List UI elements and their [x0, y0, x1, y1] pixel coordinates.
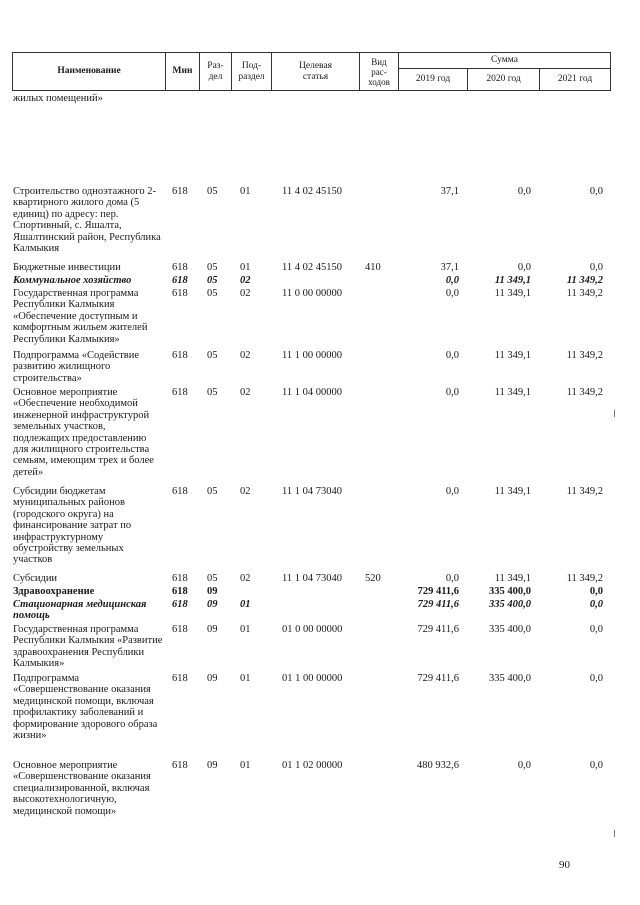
- cell-s20: 11 349,1: [494, 486, 531, 497]
- cell-cel: 11 1 04 00000: [282, 387, 342, 398]
- cell-min: 618: [172, 262, 188, 273]
- cell-s20: 335 400,0: [489, 586, 531, 597]
- cell-raz: 05: [207, 387, 218, 398]
- cell-min: 618: [172, 350, 188, 361]
- cell-s21: 11 349,2: [566, 387, 603, 398]
- cell-cel: 11 4 02 45150: [282, 262, 342, 273]
- cell-s19: 0,0: [445, 486, 459, 497]
- cell-s19: 729 411,6: [417, 599, 459, 610]
- cell-name: Строительство одноэтажного 2-квартирного жилого дома (5 единиц) по адресу: пер. Спортивный, с. Яшалта, Яшалтинский район, Республика Калмыкия: [13, 186, 161, 255]
- cell-vid: 410: [365, 262, 381, 273]
- cell-pod: 01: [240, 599, 251, 610]
- cell-s21: 0,0: [589, 760, 603, 771]
- header-2019: 2019 год: [399, 69, 468, 91]
- cell-min: 618: [172, 288, 188, 299]
- cell-min: 618: [172, 387, 188, 398]
- cell-s20: 0,0: [517, 186, 531, 197]
- cell-min: 618: [172, 486, 188, 497]
- cell-s19: 729 411,6: [417, 586, 459, 597]
- cell-s20: 0,0: [517, 262, 531, 273]
- cell-name: Коммунальное хозяйство: [13, 275, 132, 286]
- cell-pod: 02: [240, 573, 251, 584]
- cell-s21: 11 349,2: [566, 486, 603, 497]
- cell-s21: 11 349,2: [566, 573, 603, 584]
- cell-min: 618: [172, 673, 188, 684]
- cell-name: Подпрограмма «Содействие развитию жилищного строительства»: [13, 350, 140, 384]
- header-summa: Сумма: [399, 53, 611, 69]
- cell-s21: 11 349,2: [566, 350, 603, 361]
- cell-name: Государственная программа Республики Калмыкия «Обеспечение доступным и комфортным жильем жителей Республики Калмыкия»: [13, 288, 148, 345]
- cell-name: Бюджетные инвестиции: [13, 262, 121, 273]
- cell-name: Основное мероприятие «Обеспечение необходимой инженерной инфраструктурой земельных участков, подлежащих предоставлению для жилищного строительства семьям, имеющим трех и более детей»: [13, 387, 154, 478]
- cell-s19: 37,1: [440, 186, 459, 197]
- cell-pod: 01: [240, 624, 251, 635]
- cell-name: Здравоохранение: [13, 586, 95, 597]
- cell-s20: 11 349,1: [494, 573, 531, 584]
- cell-s19: 0,0: [445, 288, 459, 299]
- cell-s20: 335 400,0: [489, 673, 531, 684]
- header-razdel: Раз- дел: [200, 53, 232, 91]
- cell-min: 618: [172, 624, 188, 635]
- cell-raz: 05: [207, 350, 218, 361]
- cell-s21: 11 349,2: [566, 288, 603, 299]
- cell-s20: 11 349,1: [494, 387, 531, 398]
- cell-min: 618: [172, 573, 188, 584]
- cell-s21: 0,0: [589, 186, 603, 197]
- cell-s19: 0,0: [445, 350, 459, 361]
- cell-s20: 11 349,1: [494, 275, 531, 286]
- cell-pod: 02: [240, 288, 251, 299]
- cell-raz: 05: [207, 262, 218, 273]
- cell-min: 618: [172, 586, 188, 597]
- cell-cel: 01 0 00 00000: [282, 624, 343, 635]
- cell-raz: 09: [207, 586, 218, 597]
- cell-s19: 37,1: [440, 262, 459, 273]
- cell-s19: 0,0: [445, 573, 459, 584]
- cell-cel: 01 1 00 00000: [282, 673, 343, 684]
- cell-name: Субсидии: [13, 573, 58, 584]
- cell-raz: 05: [207, 186, 218, 197]
- cell-s19: 729 411,6: [417, 624, 459, 635]
- cell-cel: 11 0 00 00000: [282, 288, 342, 299]
- cell-min: 618: [172, 599, 188, 610]
- header-podrazdel: Под- раздел: [232, 53, 272, 91]
- cell-min: 618: [172, 275, 188, 286]
- cell-min: 618: [172, 186, 188, 197]
- cell-name: Государственная программа Республики Калмыкия «Развитие здравоохранения Республики Калмыкия»: [13, 624, 163, 670]
- cell-raz: 09: [207, 760, 218, 771]
- cell-s19: 480 932,6: [417, 760, 459, 771]
- cell-cel: 11 1 04 73040: [282, 573, 342, 584]
- header-vid: Вид рас- ходов: [360, 53, 399, 91]
- cell-vid: 520: [365, 573, 381, 584]
- cell-raz: 05: [207, 288, 218, 299]
- cell-cel: 11 4 02 45150: [282, 186, 342, 197]
- cell-pod: 01: [240, 262, 251, 273]
- header-min: Мин: [166, 53, 200, 91]
- cell-raz: 05: [207, 573, 218, 584]
- cell-s20: 335 400,0: [489, 624, 531, 635]
- cell-name: Стационарная медицинская помощь: [13, 599, 147, 622]
- table-header: [12, 52, 611, 91]
- cell-s20: 11 349,1: [494, 288, 531, 299]
- cell-s21: 11 349,2: [566, 275, 603, 286]
- cell-s19: 729 411,6: [417, 673, 459, 684]
- cell-raz: 09: [207, 624, 218, 635]
- cell-raz: 05: [207, 275, 218, 286]
- cell-s19: 0,0: [445, 275, 459, 286]
- scan-mark: [614, 830, 615, 837]
- cell-cel: 01 1 02 00000: [282, 760, 343, 771]
- cell-cel: 11 1 00 00000: [282, 350, 342, 361]
- cell-cel: 11 1 04 73040: [282, 486, 342, 497]
- cell-pod: 01: [240, 760, 251, 771]
- cell-raz: 09: [207, 599, 218, 610]
- scan-mark: [614, 410, 615, 417]
- cell-name: Подпрограмма «Совершенствование оказания медицинской помощи, включая профилактику заболеваний и формирование здорового образа жизни»: [13, 673, 158, 742]
- header-name: Наименование: [13, 53, 166, 91]
- cell-s19: 0,0: [445, 387, 459, 398]
- header-2021: 2021 год: [540, 69, 611, 91]
- cell-pod: 02: [240, 350, 251, 361]
- cell-raz: 09: [207, 673, 218, 684]
- header-celevaya: Целевая статья: [272, 53, 360, 91]
- cell-pod: 01: [240, 673, 251, 684]
- cell-s20: 0,0: [517, 760, 531, 771]
- cell-s20: 335 400,0: [489, 599, 531, 610]
- cell-name: Основное мероприятие «Совершенствование оказания специализированной, включая высокотехнологичную, медицинской помощи»: [13, 760, 151, 817]
- cell-s21: 0,0: [589, 262, 603, 273]
- cell-name: жилых помещений»: [13, 93, 103, 104]
- cell-s21: 0,0: [589, 624, 603, 635]
- cell-pod: 02: [240, 275, 251, 286]
- cell-s21: 0,0: [589, 673, 603, 684]
- cell-pod: 02: [240, 486, 251, 497]
- cell-raz: 05: [207, 486, 218, 497]
- cell-min: 618: [172, 760, 188, 771]
- cell-pod: 01: [240, 186, 251, 197]
- cell-pod: 02: [240, 387, 251, 398]
- page-number: 90: [559, 859, 570, 871]
- cell-s20: 11 349,1: [494, 350, 531, 361]
- cell-s21: 0,0: [589, 586, 603, 597]
- header-2020: 2020 год: [468, 69, 540, 91]
- cell-name: Субсидии бюджетам муниципальных районов (городского округа) на финансирование затрат по инфраструктурному обустройству земельных участков: [13, 486, 132, 566]
- cell-s21: 0,0: [589, 599, 603, 610]
